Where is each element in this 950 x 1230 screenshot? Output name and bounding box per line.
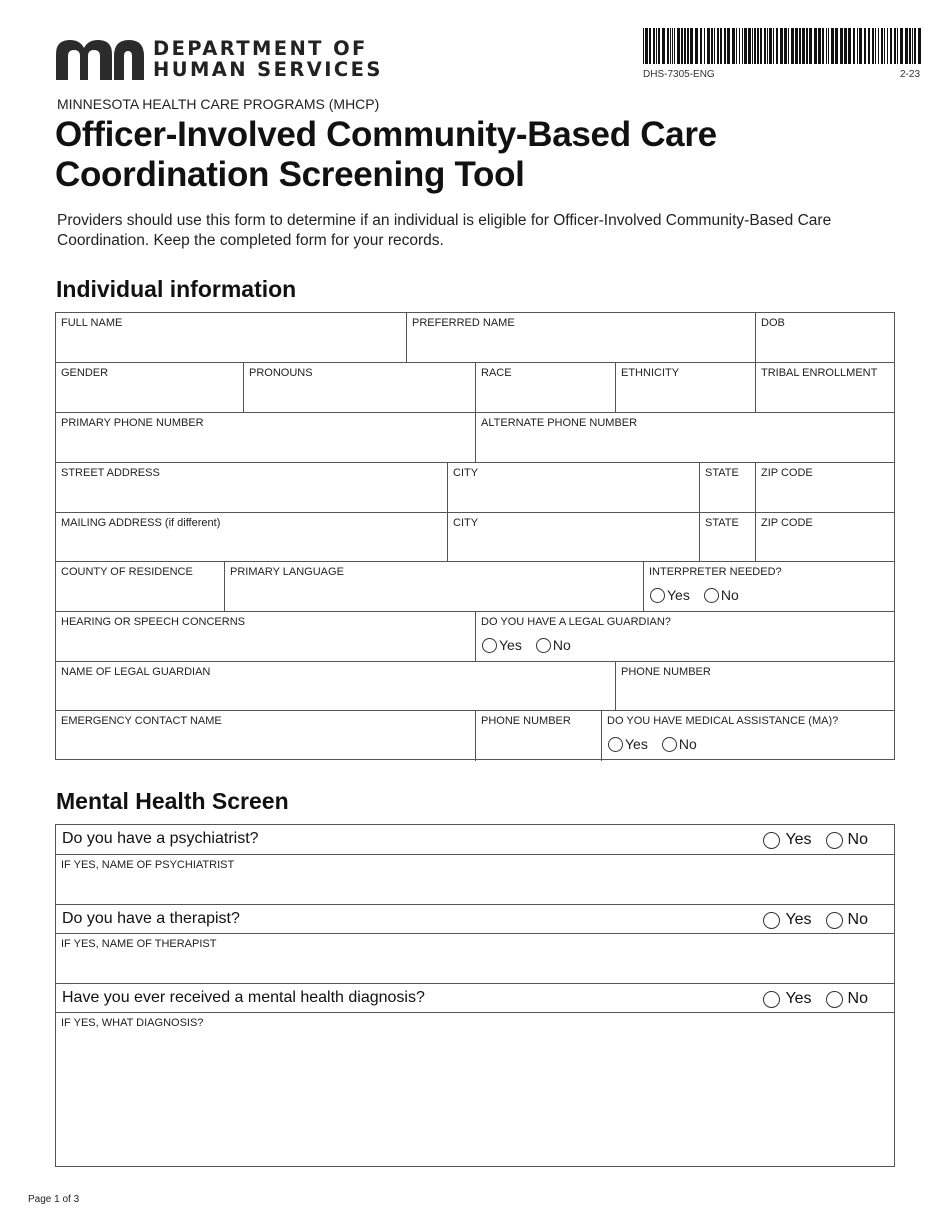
diagnosis-yes-option[interactable] (763, 990, 811, 1008)
field-label: ALTERNATE PHONE NUMBER (481, 417, 638, 429)
page-number: Page 1 of 3 (28, 1194, 80, 1205)
full-name-field[interactable] (56, 313, 406, 362)
mental-health-grid (55, 824, 895, 1167)
interpreter-no-option[interactable] (704, 587, 739, 603)
option-label: Yes (785, 831, 812, 848)
therapist-no-option[interactable] (826, 911, 868, 929)
diagnosis-no-option[interactable] (826, 990, 868, 1008)
field-label: IF YES, NAME OF PSYCHIATRIST (61, 859, 235, 871)
race-field[interactable] (475, 363, 615, 413)
state-field[interactable] (699, 463, 755, 513)
field-label: PHONE NUMBER (621, 666, 711, 678)
field-label: RACE (481, 367, 512, 379)
hearing-speech-field[interactable] (56, 612, 475, 662)
guardian-yes-option[interactable] (482, 637, 522, 653)
psychiatrist-radio-group (763, 831, 868, 849)
radio-button[interactable] (763, 832, 780, 849)
radio-button[interactable] (608, 737, 623, 752)
option-label: Yes (667, 587, 690, 603)
ma-radio-group (608, 736, 711, 752)
field-label: INTERPRETER NEEDED? (649, 566, 782, 578)
field-label: STATE (705, 467, 739, 479)
ma-yes-option[interactable] (608, 736, 648, 752)
field-cell (56, 855, 894, 905)
field-label: COUNTY OF RESIDENCE (61, 566, 193, 578)
radio-button[interactable] (662, 737, 677, 752)
gender-field[interactable] (56, 363, 243, 413)
zip-field[interactable] (755, 463, 894, 513)
ethnicity-field[interactable] (615, 363, 755, 413)
radio-button[interactable] (763, 991, 780, 1008)
field-label: FULL NAME (61, 317, 123, 329)
field-label: PRIMARY PHONE NUMBER (61, 417, 204, 429)
mailing-state-field[interactable] (699, 513, 755, 562)
field-label: PRONOUNS (249, 367, 313, 379)
radio-button[interactable] (826, 912, 843, 929)
field-label: CITY (453, 467, 479, 479)
option-label: Yes (785, 990, 812, 1007)
field-label: DO YOU HAVE MEDICAL ASSISTANCE (MA)? (607, 715, 839, 727)
mn-logo-icon (56, 38, 146, 80)
therapist-radio-group (763, 911, 868, 929)
radio-button[interactable] (763, 912, 780, 929)
field-label: STREET ADDRESS (61, 467, 160, 479)
alternate-phone-field[interactable] (475, 413, 894, 463)
field-label: PHONE NUMBER (481, 715, 571, 727)
field-label: DOB (761, 317, 785, 329)
field-label: PRIMARY LANGUAGE (230, 566, 344, 578)
mailing-zip-field[interactable] (755, 513, 894, 562)
interpreter-field (643, 562, 894, 612)
emergency-phone-field[interactable] (475, 711, 601, 761)
radio-button[interactable] (826, 991, 843, 1008)
option-label: No (678, 736, 697, 752)
psychiatrist-name-field[interactable] (56, 854, 894, 905)
field-cell (56, 934, 894, 984)
agency-name-line2: HUMAN SERVICES (153, 58, 383, 81)
county-field[interactable] (56, 562, 224, 612)
question-row (56, 825, 894, 854)
radio-button[interactable] (704, 588, 719, 603)
legal-guardian-field (475, 612, 894, 662)
guardian-name-field[interactable] (56, 662, 615, 711)
option-label: Yes (785, 911, 812, 928)
question-row (56, 904, 894, 934)
form-id: DHS-7305-ENG (643, 69, 715, 80)
field-label: NAME OF LEGAL GUARDIAN (61, 666, 211, 678)
form-row (56, 462, 894, 513)
intro-text: Providers should use this form to determine if an individual is eligible for Officer-Involved Community-Based Care Coordination. Keep the completed form for your records. (57, 212, 832, 249)
section-heading-individual: Individual information (56, 276, 297, 302)
question-psychiatrist: Do you have a psychiatrist? (62, 830, 259, 847)
ma-no-option[interactable] (662, 736, 697, 752)
medical-assistance-field (601, 711, 894, 761)
radio-button[interactable] (650, 588, 665, 603)
question-therapist: Do you have a therapist? (62, 910, 240, 927)
guardian-radio-group (482, 637, 585, 653)
option-label: No (847, 831, 868, 848)
option-label: No (847, 911, 868, 928)
field-label: STATE (705, 517, 739, 529)
field-label: TRIBAL ENROLLMENT (761, 367, 878, 379)
question-diagnosis: Have you ever received a mental health diagnosis? (62, 989, 425, 1006)
primary-phone-field[interactable] (56, 413, 475, 463)
psychiatrist-no-option[interactable] (826, 831, 868, 849)
radio-button[interactable] (536, 638, 551, 653)
therapist-yes-option[interactable] (763, 911, 811, 929)
section-heading-mental-health: Mental Health Screen (56, 788, 289, 814)
option-label: No (720, 587, 739, 603)
tribal-enrollment-field[interactable] (755, 363, 894, 413)
guardian-phone-field[interactable] (615, 662, 894, 711)
dhs-logo (56, 37, 383, 82)
emergency-contact-field[interactable] (56, 711, 475, 761)
field-label: ZIP CODE (761, 517, 813, 529)
field-label: IF YES, WHAT DIAGNOSIS? (61, 1017, 204, 1029)
form-row (56, 611, 894, 662)
individual-info-grid (55, 312, 895, 760)
diagnosis-radio-group (763, 990, 868, 1008)
radio-button[interactable] (826, 832, 843, 849)
primary-language-field[interactable] (224, 562, 643, 612)
city-field[interactable] (447, 463, 699, 513)
form-row (56, 313, 894, 362)
guardian-no-option[interactable] (536, 637, 571, 653)
form-row (56, 561, 894, 612)
option-label: No (552, 637, 571, 653)
field-label: ETHNICITY (621, 367, 680, 379)
interpreter-radio-group (650, 587, 753, 603)
interpreter-yes-option[interactable] (650, 587, 690, 603)
field-label: CITY (453, 517, 479, 529)
question-row (56, 983, 894, 1013)
barcode-icon (643, 28, 923, 64)
option-label: No (847, 990, 868, 1007)
dob-field[interactable] (755, 313, 894, 362)
form-row (56, 362, 894, 413)
field-label: HEARING OR SPEECH CONCERNS (61, 616, 245, 628)
mailing-city-field[interactable] (447, 513, 699, 562)
form-row (56, 710, 894, 761)
pronouns-field[interactable] (243, 363, 475, 413)
form-row (56, 661, 894, 711)
psychiatrist-yes-option[interactable] (763, 831, 811, 849)
field-label: EMERGENCY CONTACT NAME (61, 715, 222, 727)
mailing-note: (if different) (164, 517, 221, 529)
option-label: Yes (625, 736, 648, 752)
radio-button[interactable] (482, 638, 497, 653)
field-label: ZIP CODE (761, 467, 813, 479)
agency-name-line1: DEPARTMENT OF (153, 37, 368, 60)
preferred-name-field[interactable] (406, 313, 755, 362)
form-row (56, 512, 894, 562)
field-label: IF YES, NAME OF THERAPIST (61, 938, 217, 950)
diagnosis-field[interactable] (56, 1012, 894, 1167)
form-row (56, 412, 894, 463)
therapist-name-field[interactable] (56, 933, 894, 984)
field-label: PREFERRED NAME (412, 317, 515, 329)
option-label: Yes (499, 637, 522, 653)
mailing-address-field[interactable] (56, 513, 447, 562)
page-title: Officer-Involved Community-Based Care Coordination Screening Tool (55, 115, 717, 194)
field-label (61, 517, 442, 529)
program-name: MINNESOTA HEALTH CARE PROGRAMS (MHCP) (57, 96, 380, 112)
field-label: DO YOU HAVE A LEGAL GUARDIAN? (481, 616, 671, 628)
street-address-field[interactable] (56, 463, 447, 513)
field-cell (56, 1013, 894, 1167)
mailing-label: MAILING ADDRESS (61, 517, 162, 529)
form-revision: 2-23 (900, 69, 921, 80)
field-label: GENDER (61, 367, 109, 379)
